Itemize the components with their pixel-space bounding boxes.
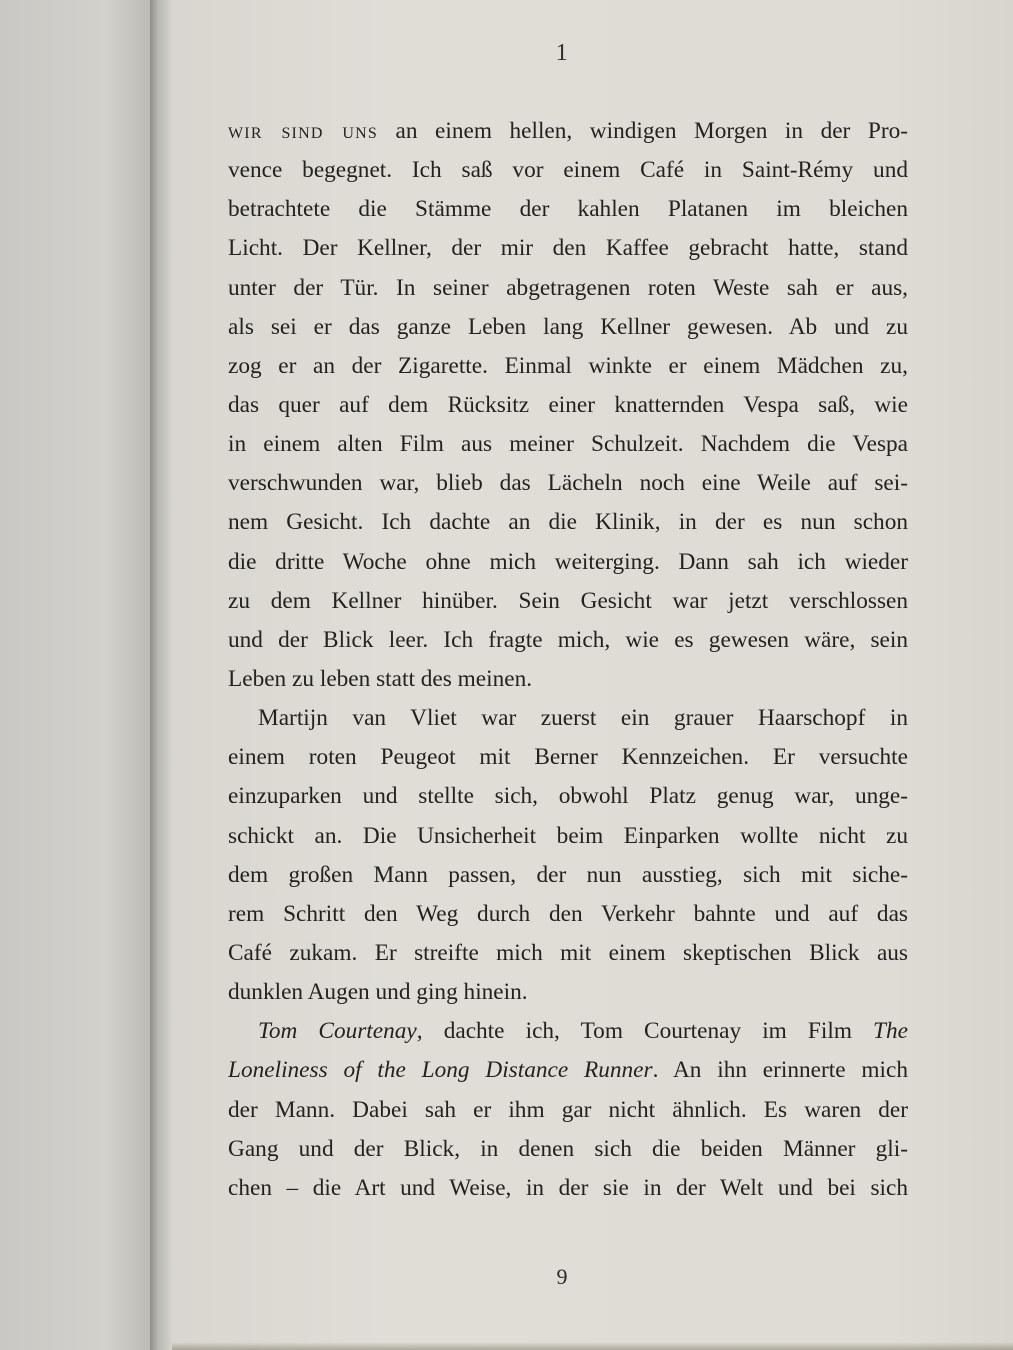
text-line: einzuparken und stellte sich, obwohl Platz genug war, unge- <box>228 783 908 810</box>
book-gutter <box>150 0 172 1350</box>
page-edge-shadow <box>172 1342 1013 1350</box>
text-line: der Mann. Dabei sah er ihm gar nicht ähnlich. Es waren der <box>228 1096 908 1123</box>
text-line: zog er an der Zigarette. Einmal winkte er einem Mädchen zu, <box>228 352 908 379</box>
text-line: und der Blick leer. Ich fragte mich, wie es gewesen wäre, sein <box>228 626 908 653</box>
opening-small-caps: wir sind uns <box>228 118 378 144</box>
text-line <box>228 112 908 151</box>
text-line: verschwunden war, blieb das Lächeln noch eine Weile auf sei- <box>228 470 908 497</box>
text-line: in einem alten Film aus meiner Schulzeit. Nachdem die Vespa <box>228 431 908 458</box>
text-line: einem roten Peugeot mit Berner Kennzeichen. Er versuchte <box>228 744 908 771</box>
chapter-number: 1 <box>555 40 569 66</box>
page-number: 9 <box>556 1264 568 1289</box>
text-line: dunklen Augen und ging hinein. <box>228 979 528 1006</box>
body-text <box>228 112 908 1208</box>
italic-name: Tom Courtenay <box>258 1018 417 1045</box>
text-line: Licht. Der Kellner, der mir den Kaffee gebracht hatte, stand <box>228 235 908 262</box>
text-line: Leben zu leben statt des meinen. <box>228 665 533 692</box>
text-line: zu dem Kellner hinüber. Sein Gesicht war jetzt verschlossen <box>228 587 908 614</box>
text-line: Martijn van Vliet war zuerst ein grauer Haarschopf in <box>258 705 908 732</box>
text-line: das quer auf dem Rücksitz einer knatternden Vespa saß, wie <box>228 391 908 418</box>
text-line: rem Schritt den Weg durch den Verkehr bahnte und auf das <box>228 900 908 927</box>
text-line: nem Gesicht. Ich dachte an die Klinik, in der es nun schon <box>228 509 908 536</box>
text-line: Gang und der Blick, in denen sich die beiden Männer gli- <box>228 1135 908 1162</box>
text-line: vence begegnet. Ich saß vor einem Café in Saint-Rémy und <box>228 157 908 184</box>
text-line: schickt an. Die Unsicherheit beim Einparken wollte nicht zu <box>228 822 908 849</box>
text-line-content: , dachte ich, Tom Courtenay im Film <box>416 1018 874 1045</box>
italic-film-title: Loneliness of the Long Distance Runner <box>228 1057 653 1084</box>
text-line-content: . An ihn erinnerte mich <box>652 1057 908 1084</box>
right-page <box>172 0 1013 1350</box>
left-page <box>0 0 150 1350</box>
text-line: die dritte Woche ohne mich weiterging. Dann sah ich wieder <box>228 548 908 575</box>
text-line: chen – die Art und Weise, in der sie in der Welt und bei sich <box>228 1174 908 1201</box>
text-line <box>228 1051 908 1090</box>
text-line: Café zukam. Er streifte mich mit einem skeptischen Blick aus <box>228 939 908 966</box>
text-line <box>228 1012 908 1051</box>
text-line: unter der Tür. In seiner abgetragenen roten Weste sah er aus, <box>228 274 908 301</box>
text-line: betrachtete die Stämme der kahlen Platanen im bleichen <box>228 196 908 223</box>
italic-film-title: The <box>873 1018 908 1045</box>
text-line: als sei er das ganze Leben lang Kellner gewesen. Ab und zu <box>228 313 908 340</box>
text-line-content: an einem hellen, windigen Morgen in der Pro- <box>377 118 908 144</box>
text-line: dem großen Mann passen, der nun ausstieg, sich mit siche- <box>228 861 908 888</box>
